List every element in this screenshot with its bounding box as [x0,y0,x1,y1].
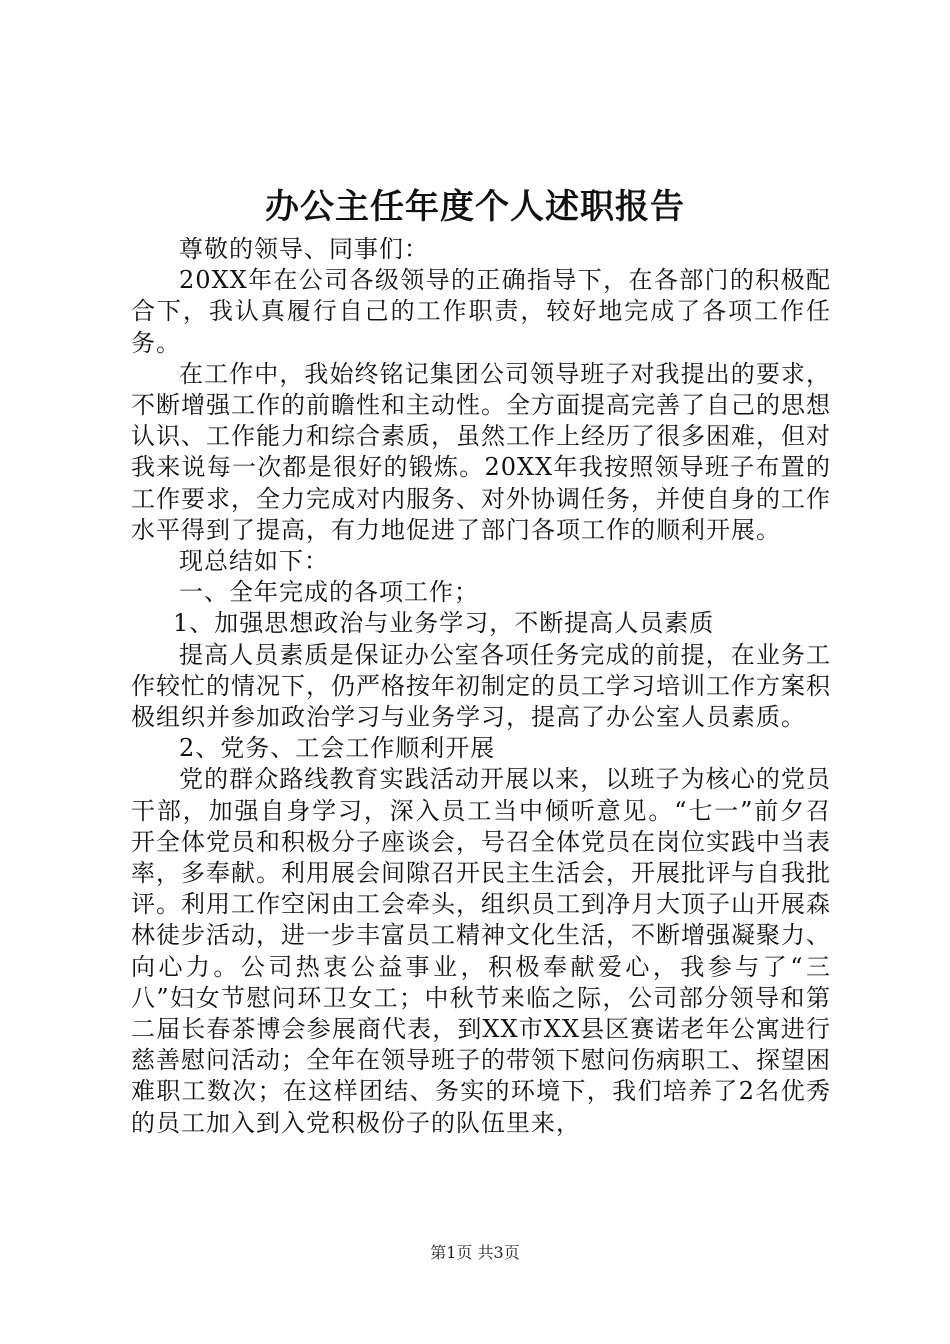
page-footer: 第1页 共3页 [430,1243,520,1262]
paragraph-intro: 20XX年在公司各级领导的正确指导下，在各部门的积极配合下，我认真履行自己的工作职责，较好地完成了各项工作任务。 [131,266,831,357]
paragraph-summary-lead: 现总结如下： [179,547,329,576]
paragraph-study: 提高人员素质是保证办公室各项任务完成的前提，在业务工作较忙的情况下，仍严格按年初制定的员工学习培训工作方案积极组织并参加政治学习与业务学习，提高了办公室人员素质。 [131,640,831,732]
subheading-1: 1、加强思想政治与业务学习，不断提高人员素质 [173,609,715,638]
section-heading: 一、全年完成的各项工作； [179,578,479,607]
paragraph-work: 在工作中，我始终铭记集团公司领导班子对我提出的要求，不断增强工作的前瞻性和主动性。全方面提高完善了自己的思想认识、工作能力和综合素质，虽然工作上经历了很多困难，但对我来说每一次都是很好的锻炼。20XX年我按照领导班子布置的工作要求，全力完成对内服务、对外协调任务，并使自身的工作水平得到了提高，有力地促进了部门各项工作的顺利开展。 [131,359,831,544]
document-body [131,234,831,1139]
subheading-2: 2、党务、工会工作顺利开展 [179,734,496,763]
salutation: 尊敬的领导、同事们： [179,235,429,263]
document-title: 办公主任年度个人述职报告 [265,187,685,227]
paragraph-party: 党的群众路线教育实践活动开展以来，以班子为核心的党员干部，加强自身学习，深入员工当中倾听意见。“七一”前夕召开全体党员和积极分子座谈会，号召全体党员在岗位实践中当表率，多奉献。利用展会间隙召开民主生活会，开展批评与自我批评。利用工作空闲由工会牵头，组织员工到净月大顶子山开展森林徒步活动，进一步丰富员工精神文化生活，不断增强凝聚力、向心力。公司热衷公益事业，积极奉献爱心，我参与了“三八”妇女节慰问环卫女工；中秋节来临之际，公司部分领导和第二届长春茶博会参展商代表，到XX市XX县区赛诺老年公寓进行慈善慰问活动；全年在领导班子的带领下慰问伤病职工、探望困难职工数次；在这样团结、务实的环境下，我们培养了2名优秀的员工加入到入党积极份子的队伍里来， [131,765,831,1137]
